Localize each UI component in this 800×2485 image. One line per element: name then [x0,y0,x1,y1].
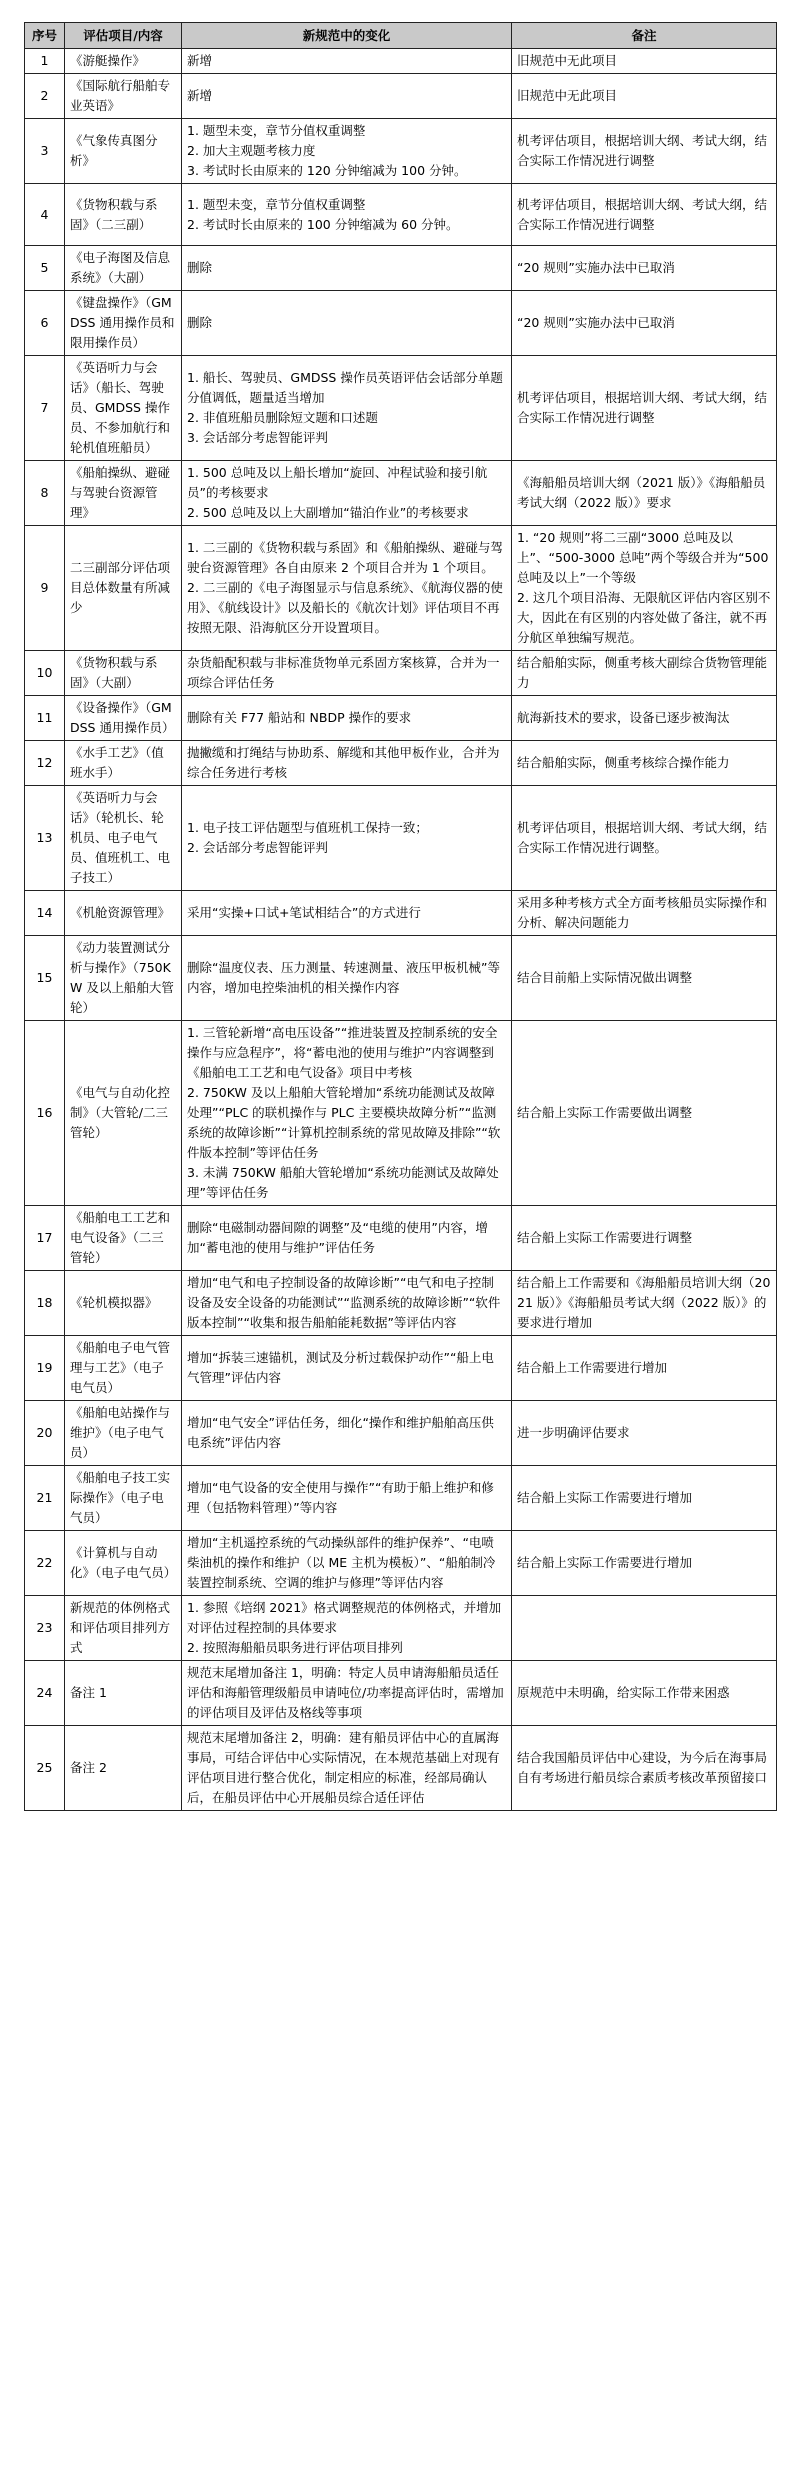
row-number-cell: 17 [25,1206,65,1271]
table-row [25,1596,777,1661]
table-row [25,1401,777,1466]
note-cell [512,891,777,936]
column-header-change: 新规范中的变化 [182,23,512,49]
note-line: 机考评估项目，根据培训大纲、考试大纲，结合实际工作情况进行调整 [517,390,768,425]
row-number-cell: 9 [25,526,65,651]
change-line: 删除“电磁制动器间隙的调整”及“电缆的使用”内容，增加“蓄电池的使用与维护”评估任务 [187,1220,488,1255]
note-cell [512,651,777,696]
change-cell [182,1596,512,1661]
table-row [25,1531,777,1596]
item-cell: 备注 2 [65,1726,182,1811]
change-line: 1. 题型未变，章节分值权重调整 [187,196,366,212]
change-cell [182,246,512,291]
table-row [25,119,777,184]
item-cell: 《机舱资源管理》 [65,891,182,936]
change-line: 2. 750KW 及以上船舶大管轮增加“系统功能测试及故障处理”“PLC 的联机操作与 PLC 主要模块故障分析”“监测系统的故障诊断”“计算机控制系统的常见故障及排除”“软件版本控制”等评估任务 [187,1085,501,1160]
table-row [25,74,777,119]
item-cell: 《游艇操作》 [65,49,182,74]
row-number-cell: 13 [25,786,65,891]
item-cell: 二三副部分评估项目总体数量有所减少 [65,526,182,651]
change-cell [182,461,512,526]
change-cell [182,786,512,891]
change-cell [182,1531,512,1596]
change-line: 2. 会话部分考虑智能评判 [187,840,328,855]
item-cell: 《设备操作》（GMDSS 通用操作员） [65,696,182,741]
note-cell [512,526,777,651]
note-cell [512,356,777,461]
table-row [25,1466,777,1531]
note-line: 结合船上实际工作需要进行增加 [517,1490,693,1505]
table-row [25,184,777,246]
table-row [25,291,777,356]
table-row [25,356,777,461]
change-cell [182,74,512,119]
item-cell: 《电子海图及信息系统》（大副） [65,246,182,291]
document-page [24,22,776,1811]
column-header-item: 评估项目/内容 [65,23,182,49]
row-number-cell: 8 [25,461,65,526]
change-line: 1. 题型未变，章节分值权重调整 [187,123,366,138]
note-line: 结合船上工作需要和《海船船员培训大纲（2021 版）》《海船船员考试大纲（2022 版）》的要求进行增加 [517,1275,771,1330]
item-cell: 《船舶操纵、避碰与驾驶台资源管理》 [65,461,182,526]
note-line: 结合船舶实际，侧重考核大副综合货物管理能力 [517,655,768,690]
note-line: 结合船上实际工作需要进行调整 [517,1230,693,1245]
change-line: 增加“电气和电子控制设备的故障诊断”“电气和电子控制设备及安全设备的功能测试”“监测系统的故障诊断”“软件版本控制”“收集和报告船舶能耗数据”等评估内容 [187,1275,501,1330]
change-cell [182,49,512,74]
note-cell [512,741,777,786]
change-cell [182,1206,512,1271]
item-cell: 《货物积载与系固》（二三副） [65,184,182,246]
change-cell [182,1726,512,1811]
change-line: 删除 [187,315,213,330]
item-cell: 新规范的体例格式和评估项目排列方式 [65,1596,182,1661]
row-number-cell: 6 [25,291,65,356]
change-line: 1. 二三副的《货物积载与系固》和《船舶操纵、避碰与驾驶台资源管理》各自由原来 2 个项目合并为 1 个项目。 [187,540,503,575]
row-number-cell: 2 [25,74,65,119]
change-line: 增加“拆装三速锚机，测试及分析过载保护动作”“船上电气管理”评估内容 [187,1350,494,1385]
change-cell [182,526,512,651]
table-row [25,1726,777,1811]
item-cell: 《船舶电子技工实际操作》（电子电气员） [65,1466,182,1531]
item-cell: 《水手工艺》（值班水手） [65,741,182,786]
note-cell [512,1596,777,1661]
change-line: 增加“主机遥控系统的气动操纵部件的维护保养”、“电喷柴油机的操作和维护（以 ME 主机为模板）”、“船舶制冷装置控制系统、空调的维护与修理”等评估内容 [187,1535,496,1590]
change-cell [182,1466,512,1531]
change-line: 2. 按照海船船员职务进行评估项目排列 [187,1640,403,1655]
table-row [25,786,777,891]
item-cell: 《国际航行船舶专业英语》 [65,74,182,119]
row-number-cell: 12 [25,741,65,786]
row-number-cell: 11 [25,696,65,741]
table-row [25,461,777,526]
change-cell [182,356,512,461]
change-line: 1. 电子技工评估题型与值班机工保持一致； [187,820,428,835]
note-cell [512,1021,777,1206]
note-line: 《海船船员培训大纲（2021 版）》《海船船员考试大纲（2022 版）》要求 [517,475,766,510]
change-line: 2. 考试时长由原来的 100 分钟缩减为 60 分钟。 [187,216,459,232]
table-header-row [25,23,777,49]
note-line: “20 规则”实施办法中已取消 [517,315,675,330]
table-row [25,1021,777,1206]
note-line: 采用多种考核方式全方面考核船员实际操作和分析、解决问题能力 [517,895,768,930]
change-line: 规范末尾增加备注 2，明确：建有船员评估中心的直属海事局，可结合评估中心实际情况，在本规范基础上对现有评估项目进行整合优化，制定相应的标准，经部局确认后，在船员评估中心开展船员综合适任评估 [187,1730,500,1805]
change-line: 2. 非值班船员删除短文题和口述题 [187,410,378,425]
note-cell [512,461,777,526]
note-line: 旧规范中无此项目 [517,88,618,103]
change-line: 3. 考试时长由原来的 120 分钟缩减为 100 分钟。 [187,163,467,178]
item-cell: 《气象传真图分析》 [65,119,182,184]
item-cell: 《计算机与自动化》（电子电气员） [65,1531,182,1596]
note-cell [512,936,777,1021]
row-number-cell: 7 [25,356,65,461]
table-body [25,49,777,1811]
table-row [25,936,777,1021]
row-number-cell: 25 [25,1726,65,1811]
table-row [25,1661,777,1726]
row-number-cell: 14 [25,891,65,936]
change-line: 删除 [187,260,213,275]
row-number-cell: 4 [25,184,65,246]
note-line: 航海新技术的要求，设备已逐步被淘汰 [517,710,730,725]
change-line: 杂货船配积载与非标准货物单元系固方案核算，合并为一项综合评估任务 [187,655,500,690]
note-line: “20 规则”实施办法中已取消 [517,260,675,275]
row-number-cell: 24 [25,1661,65,1726]
item-cell: 《电气与自动化控制》（大管轮/二三管轮） [65,1021,182,1206]
note-cell [512,1661,777,1726]
note-line: 进一步明确评估要求 [517,1425,630,1440]
table-row [25,891,777,936]
note-line: 结合船上工作需要进行增加 [517,1360,668,1375]
item-cell: 《英语听力与会话》（船长、驾驶员、GMDSS 操作员、不参加航行和轮机值班船员） [65,356,182,461]
column-header-number: 序号 [25,23,65,49]
note-cell [512,786,777,891]
item-cell: 《船舶电站操作与维护》（电子电气员） [65,1401,182,1466]
change-cell [182,1661,512,1726]
change-cell [182,936,512,1021]
note-cell [512,1206,777,1271]
table-row [25,651,777,696]
note-cell [512,49,777,74]
regulation-changes-table [24,22,777,1811]
item-cell: 《船舶电工工艺和电气设备》（二三管轮） [65,1206,182,1271]
change-cell [182,184,512,246]
change-cell [182,119,512,184]
table-row [25,1206,777,1271]
change-line: 新增 [187,88,213,103]
change-cell [182,291,512,356]
change-line: 删除“温度仪表、压力测量、转速测量、液压甲板机械”等内容，增加电控柴油机的相关操作内容 [187,960,500,995]
note-line: 机考评估项目，根据培训大纲、考试大纲，结合实际工作情况进行调整。 [517,820,768,855]
table-row [25,246,777,291]
row-number-cell: 3 [25,119,65,184]
change-line: 3. 未满 750KW 船舶大管轮增加“系统功能测试及故障处理”等评估任务 [187,1165,499,1200]
table-row [25,49,777,74]
item-cell: 《键盘操作》（GMDSS 通用操作员和限用操作员） [65,291,182,356]
table-row [25,526,777,651]
change-line: 1. 三管轮新增“高电压设备”“推进装置及控制系统的安全操作与应急程序”，将“蓄电池的使用与维护”内容调整到《船舶电工工艺和电气设备》项目中考核 [187,1025,498,1080]
item-cell: 《轮机模拟器》 [65,1271,182,1336]
item-cell: 《船舶电子电气管理与工艺》（电子电气员） [65,1336,182,1401]
note-cell [512,1401,777,1466]
change-cell [182,1401,512,1466]
table-row [25,741,777,786]
table-row [25,1336,777,1401]
change-line: 抛撇缆和打绳结与协助系、解缆和其他甲板作业，合并为综合任务进行考核 [187,745,500,780]
row-number-cell: 21 [25,1466,65,1531]
note-line: 结合我国船员评估中心建设，为今后在海事局自有考场进行船员综合素质考核改革预留接口 [517,1750,768,1785]
row-number-cell: 16 [25,1021,65,1206]
note-line: 原规范中未明确，给实际工作带来困惑 [517,1685,730,1700]
change-line: 采用“实操+口试+笔试相结合”的方式进行 [187,905,421,920]
change-line: 2. 500 总吨及以上大副增加“锚泊作业”的考核要求 [187,505,469,520]
row-number-cell: 18 [25,1271,65,1336]
change-line: 增加“电气安全”评估任务，细化“操作和维护船舶高压供电系统”评估内容 [187,1415,494,1450]
note-line: 结合船舶实际，侧重考核综合操作能力 [517,755,730,770]
note-cell [512,696,777,741]
note-line: 旧规范中无此项目 [517,53,618,68]
change-cell [182,1021,512,1206]
item-cell: 《英语听力与会话》（轮机长、轮机员、电子电气员、值班机工、电子技工） [65,786,182,891]
change-cell [182,1336,512,1401]
change-line: 1. 参照《培纲 2021》格式调整规范的体例格式，并增加对评估过程控制的具体要求 [187,1600,502,1635]
change-line: 3. 会话部分考虑智能评判 [187,430,328,445]
change-cell [182,651,512,696]
change-line: 2. 加大主观题考核力度 [187,143,316,158]
note-cell [512,1336,777,1401]
note-line: 1. “20 规则”将二三副“3000 总吨及以上”、“500-3000 总吨”两个等级合并为“500 总吨及以上”一个等级 [517,530,769,585]
change-line: 1. 500 总吨及以上船长增加“旋回、冲程试验和接引航员”的考核要求 [187,465,488,500]
row-number-cell: 20 [25,1401,65,1466]
note-cell [512,119,777,184]
change-line: 1. 船长、驾驶员、GMDSS 操作员英语评估会话部分单题分值调低，题量适当增加 [187,370,503,405]
note-cell [512,1271,777,1336]
change-line: 删除有关 F77 船站和 NBDP 操作的要求 [187,710,412,725]
row-number-cell: 15 [25,936,65,1021]
note-cell [512,1531,777,1596]
note-line: 结合船上实际工作需要做出调整 [517,1105,693,1120]
change-cell [182,696,512,741]
change-line: 规范末尾增加备注 1，明确：特定人员申请海船船员适任评估和海船管理级船员申请吨位/功率提高评估时，需增加的评估项目及评估及格线等事项 [187,1665,504,1720]
row-number-cell: 19 [25,1336,65,1401]
note-cell [512,291,777,356]
change-cell [182,1271,512,1336]
note-line: 机考评估项目，根据培训大纲、考试大纲，结合实际工作情况进行调整 [517,196,768,232]
table-row [25,696,777,741]
item-cell: 《货物积载与系固》（大副） [65,651,182,696]
row-number-cell: 1 [25,49,65,74]
item-cell: 《动力装置测试分析与操作》（750KW 及以上船舶大管轮） [65,936,182,1021]
change-line: 新增 [187,53,213,68]
note-line: 2. 这几个项目沿海、无限航区评估内容区别不大，因此在有区别的内容处做了备注，就不再分航区单独编写规范。 [517,590,771,645]
note-cell [512,1726,777,1811]
change-cell [182,741,512,786]
note-line: 结合船上实际工作需要进行增加 [517,1555,693,1570]
note-cell [512,184,777,246]
note-line: 结合目前船上实际情况做出调整 [517,970,693,985]
column-header-note: 备注 [512,23,777,49]
change-cell [182,891,512,936]
note-cell [512,1466,777,1531]
note-cell [512,74,777,119]
note-cell [512,246,777,291]
row-number-cell: 22 [25,1531,65,1596]
item-cell: 备注 1 [65,1661,182,1726]
row-number-cell: 10 [25,651,65,696]
row-number-cell: 5 [25,246,65,291]
change-line: 增加“电气设备的安全使用与操作”“有助于船上维护和修理（包括物料管理）”等内容 [187,1480,494,1515]
note-line: 机考评估项目，根据培训大纲、考试大纲，结合实际工作情况进行调整 [517,133,768,168]
table-row [25,1271,777,1336]
row-number-cell: 23 [25,1596,65,1661]
change-line: 2. 二三副的《电子海图显示与信息系统》、《航海仪器的使用》、《航线设计》以及船长的《航次计划》评估项目不再按照无限、沿海航区分开设置项目。 [187,580,503,635]
